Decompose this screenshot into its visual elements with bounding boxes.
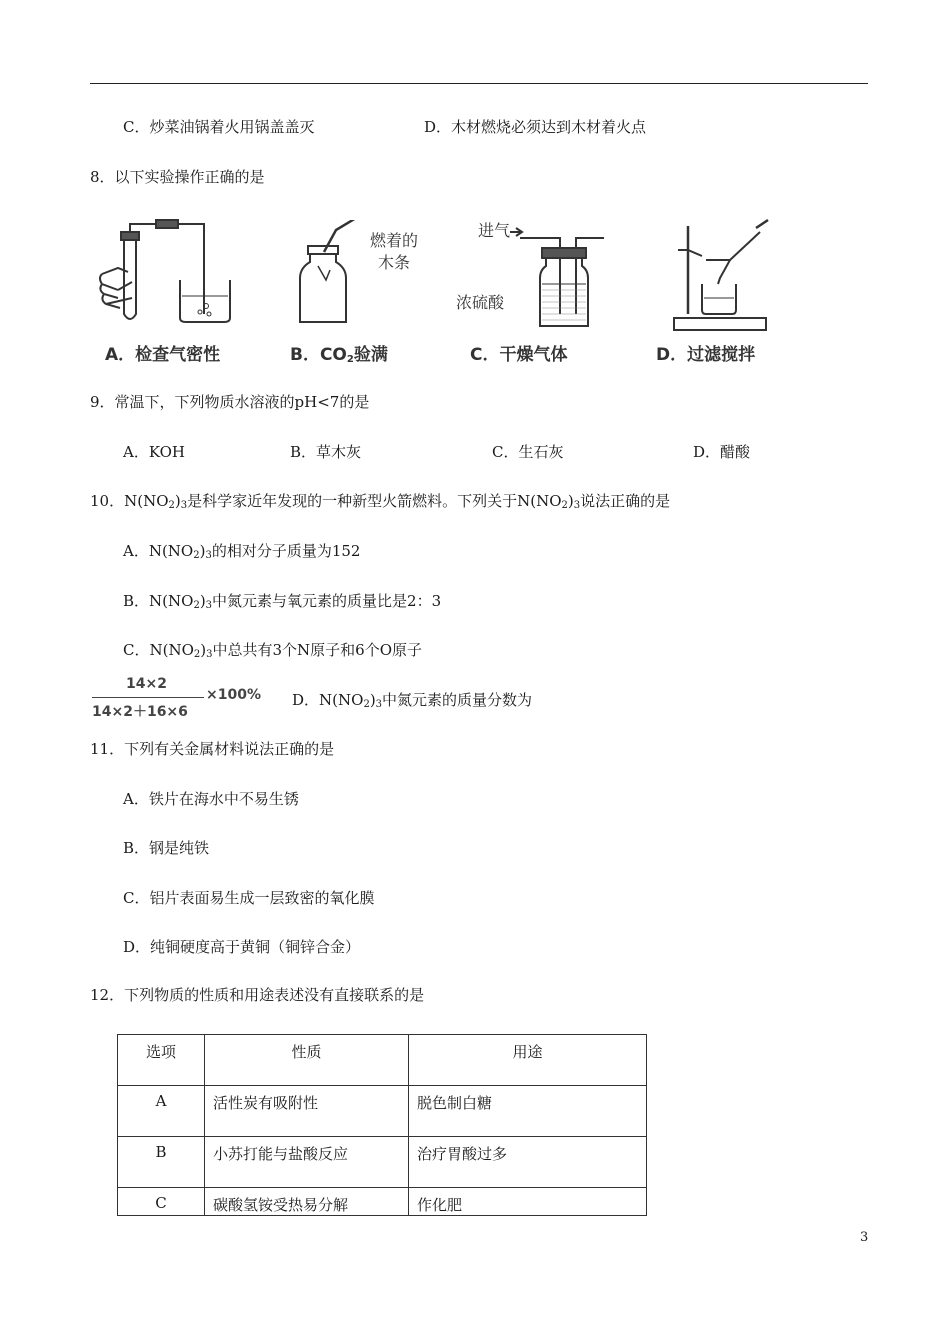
q12-stem: 12．下列物质的性质和用途表述没有直接联系的是	[90, 986, 425, 1004]
figure-b-co2-check	[296, 220, 366, 330]
table-row	[118, 1086, 647, 1137]
formula-fraction-bar	[92, 697, 204, 698]
page-number: 3	[860, 1230, 869, 1245]
q11-option-b: B．钢是纯铁	[123, 839, 210, 857]
figure-b-annotation-1: 燃着的	[370, 231, 419, 250]
q10-option-b: B．$N(NO_2)_3$中氮元素与氧元素的质量比是2：3	[123, 592, 442, 611]
q11-stem: 11．下列有关金属材料说法正确的是	[90, 740, 335, 758]
q12-table	[117, 1034, 647, 1216]
figure-b-label: B．$CO_2$验满	[290, 345, 388, 365]
table-cell-property: 小苏打能与盐酸反应	[205, 1137, 409, 1188]
table-row	[118, 1137, 647, 1188]
q8-stem: 8．以下实验操作正确的是	[90, 168, 265, 186]
table-cell-use: 治疗胃酸过多	[409, 1137, 647, 1188]
q7-option-c: C．炒菜油锅着火用锅盖盖灭	[123, 118, 315, 136]
header-rule	[90, 83, 868, 84]
table-cell-use: 脱色制白糖	[409, 1086, 647, 1137]
q9-option-b: B．草木灰	[290, 443, 362, 461]
formula-numerator: 14×2	[126, 676, 167, 692]
figure-d-label: D．过滤搅拌	[656, 345, 756, 365]
table-header-row	[118, 1035, 647, 1086]
q10-option-a: A．$N(NO_2)_3$的相对分子质量为152	[123, 542, 361, 561]
table-cell-option: B	[118, 1137, 205, 1188]
table-header-option: 选项	[118, 1035, 205, 1086]
table-header-use: 用途	[409, 1035, 647, 1086]
figure-c-annotation-acid: 浓硫酸	[456, 293, 505, 312]
q10-option-d: D．$N(NO_2)_3$中氮元素的质量分数为	[292, 691, 533, 710]
table-cell-option: C	[118, 1188, 205, 1216]
table-cell-property: 活性炭有吸附性	[205, 1086, 409, 1137]
table-row	[118, 1188, 647, 1216]
q9-stem: 9．常温下，下列物质水溶液的pH<7的是	[90, 393, 370, 411]
figure-b-annotation-2: 木条	[378, 253, 411, 272]
q10-stem: 10．$N(NO_2)_3$是科学家近年发现的一种新型火箭燃料。下列关于$N(NO_2)_3$说法正确的是	[90, 492, 671, 511]
q9-option-c: C．生石灰	[492, 443, 564, 461]
formula-denominator: 14×2＋16×6	[92, 704, 188, 720]
q10-option-c: C．$N(NO_2)_3$中总共有3个N原子和6个O原子	[123, 641, 423, 660]
q11-option-a: A．铁片在海水中不易生锈	[123, 790, 299, 808]
table-header-property: 性质	[205, 1035, 409, 1086]
figure-a-label: A．检查气密性	[105, 345, 221, 365]
table-cell-option: A	[118, 1086, 205, 1137]
table-cell-property: 碳酸氢铵受热易分解	[205, 1188, 409, 1216]
q11-option-d: D．纯铜硬度高于黄铜（铜锌合金）	[123, 938, 361, 956]
figure-c-annotation-inlet: 进气	[478, 221, 511, 240]
q7-option-d: D．木材燃烧必须达到木材着火点	[424, 118, 647, 136]
q11-option-c: C．铝片表面易生成一层致密的氧化膜	[123, 889, 375, 907]
figure-c-label: C．干燥气体	[470, 345, 568, 365]
figure-c-drying-bottle	[500, 222, 610, 332]
figure-d-filtration	[668, 214, 778, 334]
q9-option-d: D．醋酸	[693, 443, 751, 461]
q10-mass-fraction-formula	[92, 676, 272, 722]
formula-multiplier: ×100%	[206, 687, 261, 703]
q9-option-a: A．KOH	[123, 443, 186, 461]
table-cell-use: 作化肥	[409, 1188, 647, 1216]
figure-a-airtightness	[96, 218, 246, 330]
